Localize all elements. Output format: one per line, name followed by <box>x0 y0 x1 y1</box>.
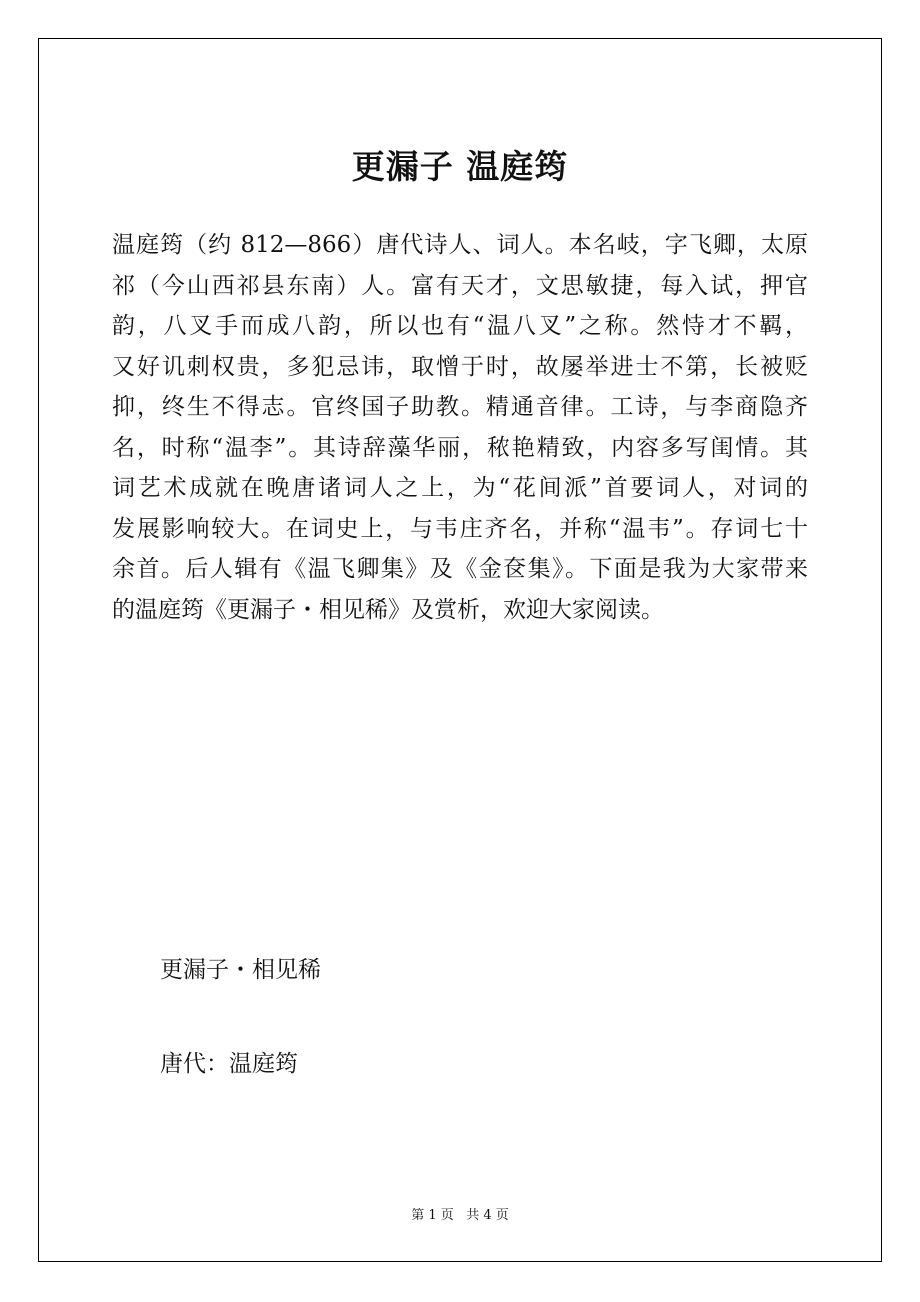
document-title: 更漏子 温庭筠 <box>351 147 569 186</box>
intro-line: 抑，终生不得志。官终国子助教。精通音律。工诗，与李商隐齐 <box>112 394 808 420</box>
intro-line: 发展影响较大。在词史上，与韦庄齐名，并称“温韦”。存词七十 <box>112 515 808 542</box>
intro-line: 词艺术成就在晚唐诸词人之上，为“花间派”首要词人，对词的 <box>112 475 808 501</box>
intro-line: 韵，八叉手而成八韵，所以也有“温八叉”之称。然恃才不羁， <box>112 313 808 339</box>
intro-line: 名，时称“温李”。其诗辞藻华丽，秾艳精致，内容多写闺情。其 <box>112 434 808 461</box>
poem-title: 更漏子・相见稀 <box>160 957 321 983</box>
intro-line: 温庭筠（约 812—866）唐代诗人、词人。本名岐，字飞卿，太原 <box>112 232 808 258</box>
intro-line: 余首。后人辑有《温飞卿集》及《金奁集》。下面是我为大家带来 <box>112 556 808 582</box>
page-number-footer: 第 1 页 共 4 页 <box>411 1208 509 1223</box>
intro-line: 祁（今山西祁县东南）人。富有天才，文思敏捷，每入试，押官 <box>112 272 808 299</box>
intro-line: 的温庭筠《更漏子・相见稀》及赏析，欢迎大家阅读。 <box>112 596 664 623</box>
intro-paragraph <box>112 225 808 630</box>
poem-author: 唐代：温庭筠 <box>160 1051 298 1077</box>
intro-line: 又好讥刺权贵，多犯忌讳，取憎于时，故屡举进士不第，长被贬 <box>112 353 808 380</box>
